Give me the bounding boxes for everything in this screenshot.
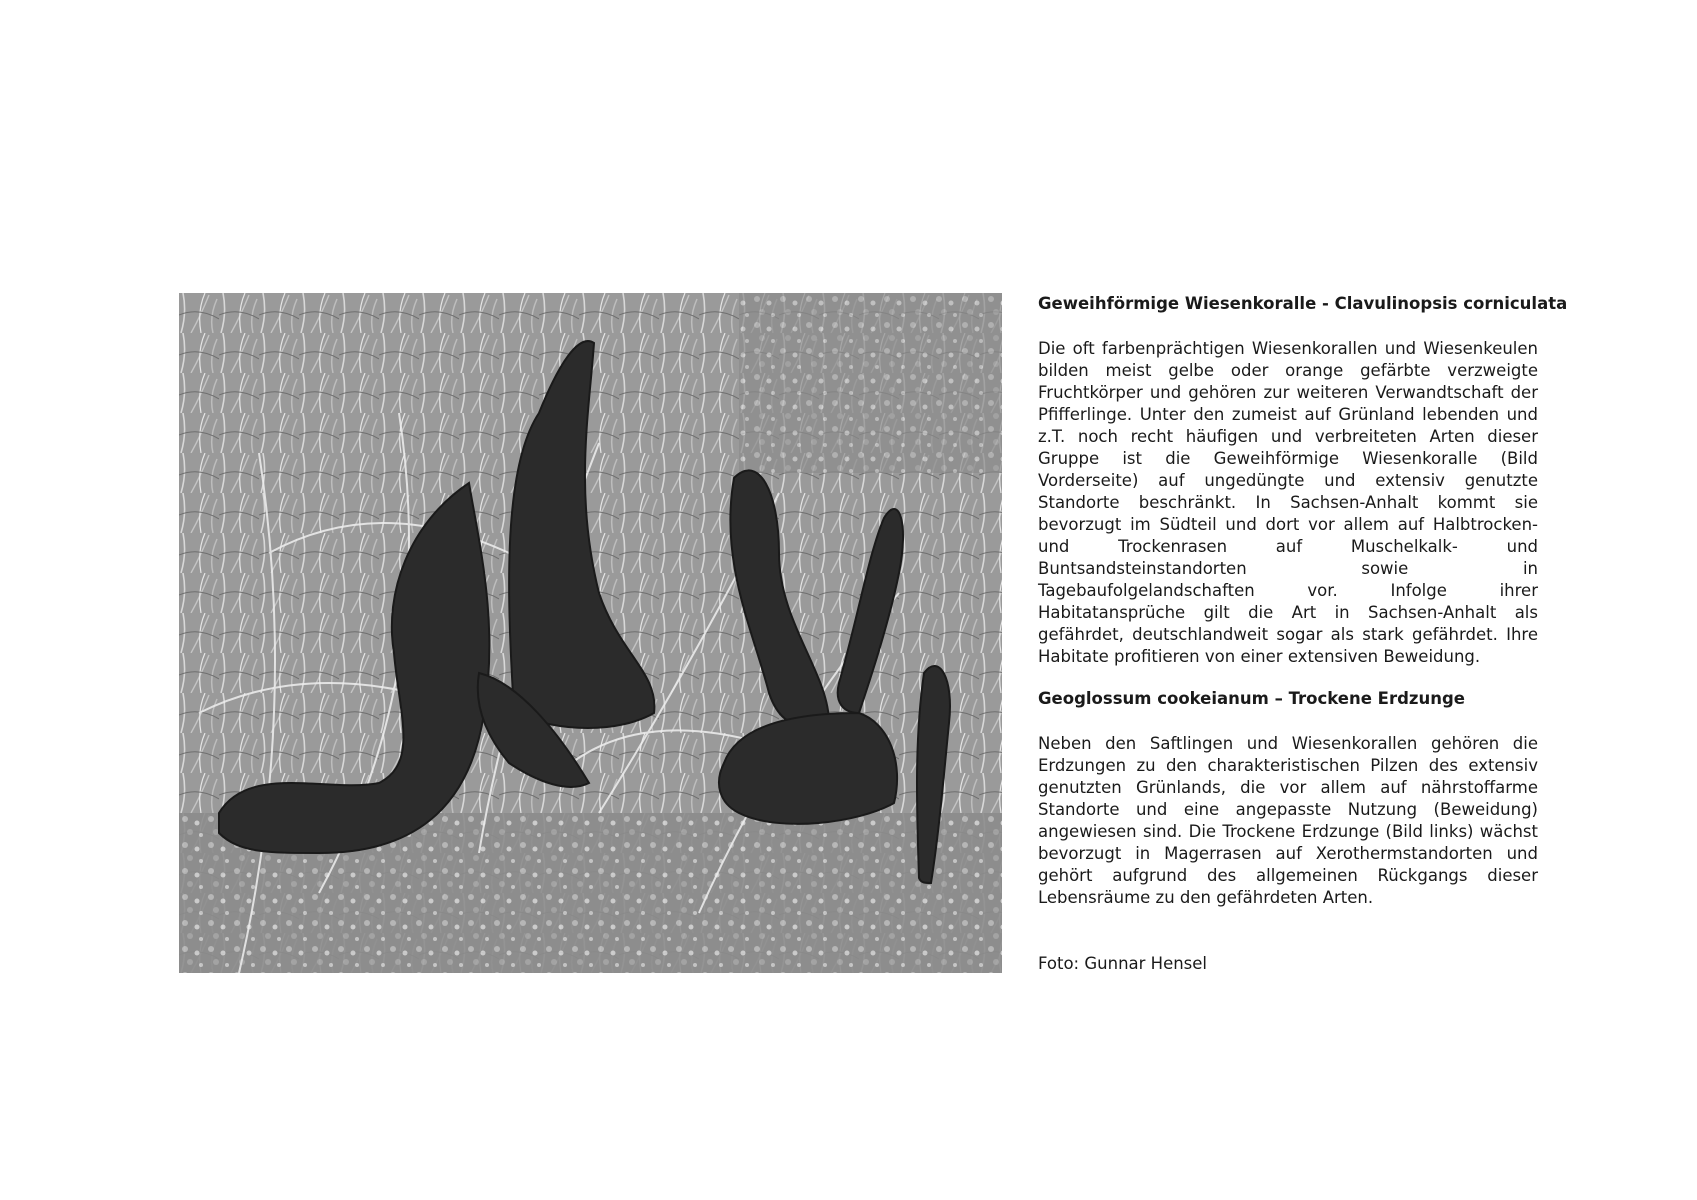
photo-credit: Foto: Gunnar Hensel — [1038, 954, 1208, 973]
section-heading-erdzunge: Geoglossum cookeianum – Trockene Erdzunge — [1038, 689, 1466, 708]
section-text-wiesenkoralle: Die oft farbenprächtigen Wiesenkorallen und Wiesenkeulen bilden meist gelbe oder orange gefärbte verzweigte Fruchtkörper und gehören zur weiteren Verwandtschaft der Pfifferlinge. Unter den zumeist auf Grünland lebenden und z.T. noch recht häufigen und verbreiteten Arten dieser Gruppe ist die Geweihförmige Wiesenkoralle (Bild Vorderseite) auf ungedüngte und extensiv genutzte Standorte beschränkt. In Sachsen-Anhalt kommt sie bevorzugt im Südteil und dort vor allem auf Halbtrocken- und Trockenrasen auf Muschelkalk- und Buntsandsteinstandorten sowie in Tagebaufolgelandschaften vor. Infolge ihrer Habitatansprüche gilt die Art in Sachsen-Anhalt als gefährdet, deutschlandweit sogar als stark gefährdet. Ihre Habitate profitieren von einer extensiven Beweidung. — [1038, 339, 1538, 666]
section-text-erdzunge: Neben den Saftlingen und Wiesenkorallen gehören die Erdzungen zu den charakteristischen Pilzen des extensiv genutzten Grünlands, die vor allem auf nährstoffarme Standorte und eine angepasste Nutzung (Beweidung) angewiesen sind. Die Trockene Erdzunge (Bild links) wächst bevorzugt in Magerrasen auf Xerothermstandorten und gehört aufgrund des allgemeinen Rückgangs dieser Lebensräume zu den gefährdeten Arten. — [1038, 734, 1538, 907]
fungi-photo — [179, 293, 1002, 973]
earth-tongue-fungi-illustration — [179, 293, 1002, 973]
section-heading-wiesenkoralle: Geweihförmige Wiesenkoralle - Clavulinopsis corniculata — [1038, 294, 1568, 313]
